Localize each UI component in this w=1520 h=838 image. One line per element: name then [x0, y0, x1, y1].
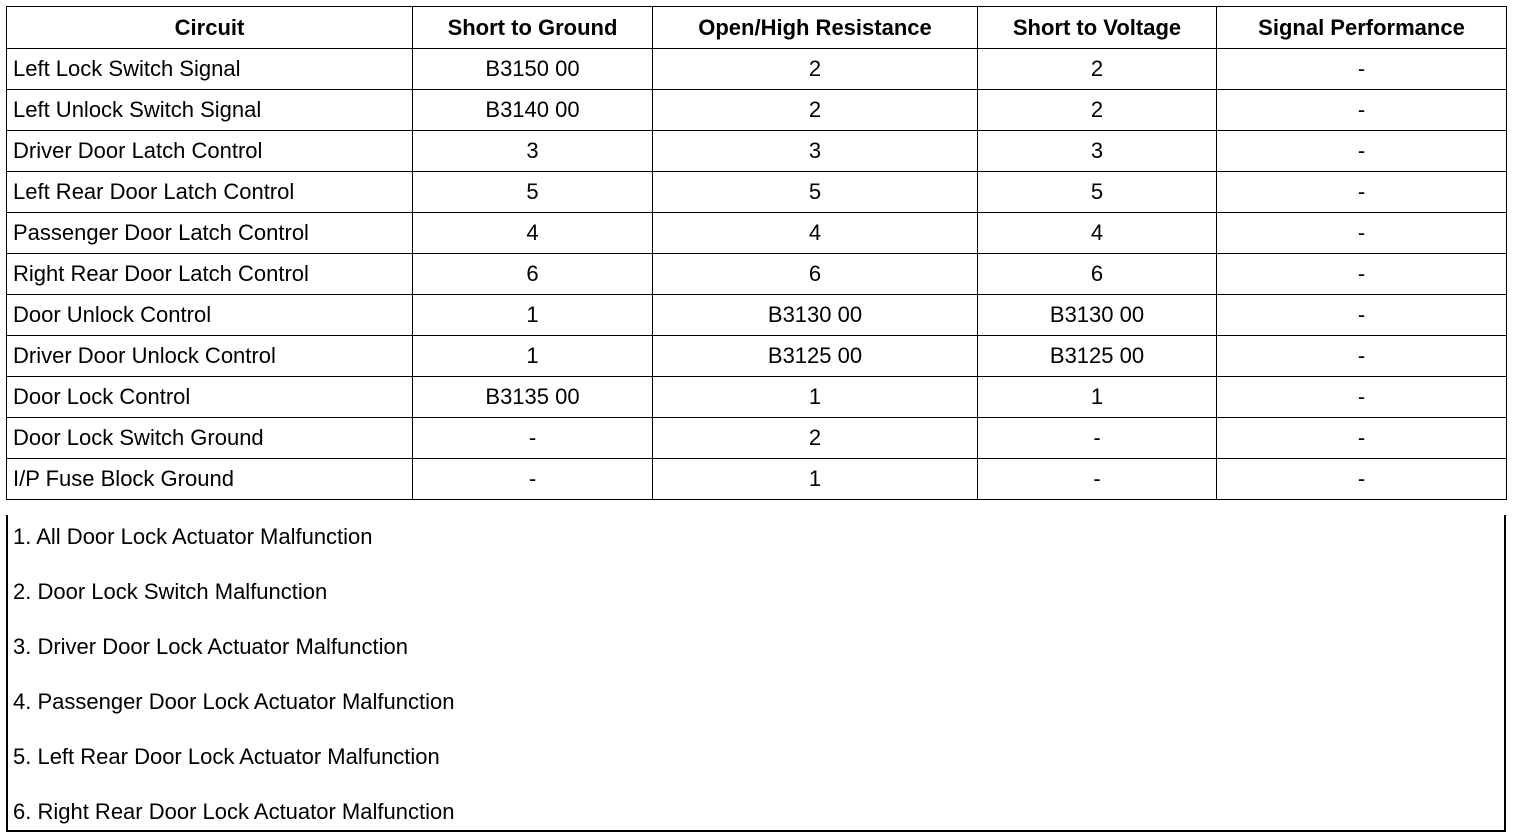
footnotes	[6, 515, 1506, 832]
cell-open-high-resistance: B3130 00	[653, 295, 978, 336]
cell-short-to-voltage: B3130 00	[978, 295, 1217, 336]
cell-short-to-voltage: 5	[978, 172, 1217, 213]
footnote-item: 4. Passenger Door Lock Actuator Malfunction	[13, 689, 455, 714]
cell-short-to-ground: B3140 00	[413, 90, 653, 131]
table-row	[7, 90, 1507, 131]
cell-signal-performance: -	[1217, 90, 1507, 131]
cell-short-to-ground: -	[413, 418, 653, 459]
cell-circuit-name: Door Lock Control	[7, 377, 413, 418]
cell-open-high-resistance: 2	[653, 90, 978, 131]
cell-open-high-resistance: 2	[653, 49, 978, 90]
cell-short-to-voltage: 4	[978, 213, 1217, 254]
cell-open-high-resistance: 1	[653, 459, 978, 500]
cell-open-high-resistance: B3125 00	[653, 336, 978, 377]
cell-signal-performance: -	[1217, 254, 1507, 295]
cell-short-to-voltage: -	[978, 418, 1217, 459]
cell-signal-performance: -	[1217, 336, 1507, 377]
table-row	[7, 213, 1507, 254]
cell-signal-performance: -	[1217, 172, 1507, 213]
cell-signal-performance: -	[1217, 131, 1507, 172]
cell-short-to-voltage: 3	[978, 131, 1217, 172]
cell-circuit-name: Passenger Door Latch Control	[7, 213, 413, 254]
cell-signal-performance: -	[1217, 295, 1507, 336]
header-row	[7, 7, 1507, 49]
cell-signal-performance: -	[1217, 49, 1507, 90]
header-short-to-voltage: Short to Voltage	[978, 7, 1217, 49]
cell-short-to-voltage: 1	[978, 377, 1217, 418]
cell-open-high-resistance: 5	[653, 172, 978, 213]
cell-short-to-ground: 4	[413, 213, 653, 254]
header-signal-performance: Signal Performance	[1217, 7, 1507, 49]
cell-signal-performance: -	[1217, 418, 1507, 459]
header-short-to-ground: Short to Ground	[413, 7, 653, 49]
cell-circuit-name: Driver Door Latch Control	[7, 131, 413, 172]
cell-open-high-resistance: 1	[653, 377, 978, 418]
cell-short-to-voltage: 2	[978, 90, 1217, 131]
cell-circuit-name: Driver Door Unlock Control	[7, 336, 413, 377]
cell-circuit-name: Left Unlock Switch Signal	[7, 90, 413, 131]
cell-short-to-ground: 1	[413, 295, 653, 336]
table-row	[7, 336, 1507, 377]
cell-short-to-voltage: 2	[978, 49, 1217, 90]
header-circuit: Circuit	[7, 7, 413, 49]
table-row	[7, 295, 1507, 336]
footnote-item: 3. Driver Door Lock Actuator Malfunction	[13, 634, 408, 659]
footnote-item: 5. Left Rear Door Lock Actuator Malfunction	[13, 744, 440, 769]
cell-circuit-name: Left Rear Door Latch Control	[7, 172, 413, 213]
cell-signal-performance: -	[1217, 459, 1507, 500]
cell-short-to-voltage: B3125 00	[978, 336, 1217, 377]
cell-circuit-name: Door Lock Switch Ground	[7, 418, 413, 459]
cell-signal-performance: -	[1217, 377, 1507, 418]
footnote-item: 1. All Door Lock Actuator Malfunction	[13, 524, 373, 549]
circuit-diagnostic-table	[6, 6, 1507, 500]
cell-open-high-resistance: 2	[653, 418, 978, 459]
footnote-item: 6. Right Rear Door Lock Actuator Malfunction	[13, 799, 455, 824]
cell-short-to-voltage: -	[978, 459, 1217, 500]
table-row	[7, 49, 1507, 90]
footnote-item: 2. Door Lock Switch Malfunction	[13, 579, 328, 604]
cell-short-to-ground: B3150 00	[413, 49, 653, 90]
cell-open-high-resistance: 4	[653, 213, 978, 254]
cell-circuit-name: Left Lock Switch Signal	[7, 49, 413, 90]
cell-signal-performance: -	[1217, 213, 1507, 254]
cell-circuit-name: I/P Fuse Block Ground	[7, 459, 413, 500]
cell-short-to-ground: 5	[413, 172, 653, 213]
cell-short-to-ground: B3135 00	[413, 377, 653, 418]
cell-open-high-resistance: 3	[653, 131, 978, 172]
table-row	[7, 254, 1507, 295]
cell-short-to-ground: 1	[413, 336, 653, 377]
header-open-high-resistance: Open/High Resistance	[653, 7, 978, 49]
table-header	[7, 7, 1507, 49]
cell-short-to-ground: 3	[413, 131, 653, 172]
cell-short-to-ground: -	[413, 459, 653, 500]
cell-circuit-name: Door Unlock Control	[7, 295, 413, 336]
table-row	[7, 377, 1507, 418]
table-row	[7, 418, 1507, 459]
table-body	[7, 49, 1507, 500]
cell-circuit-name: Right Rear Door Latch Control	[7, 254, 413, 295]
cell-open-high-resistance: 6	[653, 254, 978, 295]
table-row	[7, 459, 1507, 500]
cell-short-to-voltage: 6	[978, 254, 1217, 295]
table-row	[7, 172, 1507, 213]
table-row	[7, 131, 1507, 172]
cell-short-to-ground: 6	[413, 254, 653, 295]
